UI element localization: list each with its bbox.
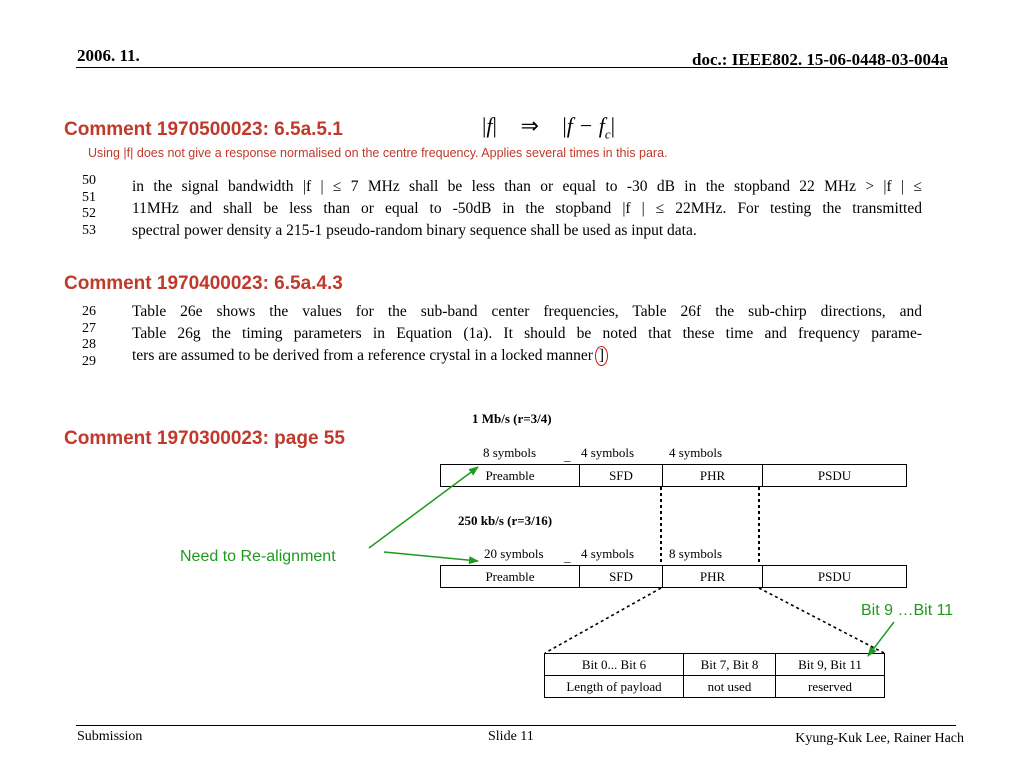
arrow-to-frame-2-icon — [384, 552, 478, 561]
implies-icon: ⇒ — [520, 113, 539, 138]
connector-phr-left-lower — [545, 588, 661, 653]
field-phr: PHR — [663, 566, 763, 588]
frame-2-count-sfd: 4 symbols — [581, 546, 635, 561]
field-preamble: Preamble — [441, 465, 580, 487]
line-number: 27 — [82, 320, 96, 336]
realign-annotation: Need to Re-alignment — [180, 548, 336, 565]
frame-2-title: 250 kb/s (r=3/16) — [458, 513, 553, 528]
field-psdu: PSDU — [763, 465, 907, 487]
excerpt-line: 11MHz and shall be less than or equal to -50dB in the stopband |f | ≤ 22MHz. For testing the transmitted — [132, 200, 922, 217]
formula-left: f — [486, 113, 493, 138]
line-number: 51 — [82, 189, 96, 205]
line-number: 50 — [82, 173, 96, 188]
field-psdu: PSDU — [763, 566, 907, 588]
comment-2-title: Comment 1970400023: 6.5a.4.3 — [64, 273, 343, 294]
footer-rule — [76, 725, 956, 726]
frame-1-count-sfd: 4 symbols — [581, 445, 635, 460]
excerpt-line: Table 26e shows the values for the sub-band center frequencies, Table 26f the sub-chirp directions, and — [132, 303, 922, 320]
frame-1-count-phr: 4 symbols — [669, 445, 723, 460]
comment-1-note: Using |f| does not give a response normalised on the centre frequency. Applies several times in this para. — [88, 146, 668, 160]
footer-slide-number: Slide 11 — [488, 729, 534, 744]
connector-phr-right-lower — [759, 588, 884, 653]
header-doc-id: doc.: IEEE802. 15-06-0448-03-004a — [692, 50, 948, 69]
comment-3-title: Comment 1970300023: page 55 — [64, 428, 345, 449]
frame-2-dash: _ — [564, 549, 571, 564]
line-number: 29 — [82, 353, 96, 366]
line-number: 53 — [82, 222, 96, 238]
footer-submission: Submission — [77, 729, 143, 744]
frame-2-count-phr: 8 symbols — [669, 546, 723, 561]
excerpt-line: ters are assumed to be derived from a reference crystal in a locked manner — [132, 347, 593, 364]
header-date: 2006. 11. — [77, 46, 140, 65]
excerpt-line: Table 26g the timing parameters in Equation (1a). It should be noted that these time and frequency parame- — [132, 325, 922, 342]
formula-right: f − f — [566, 113, 605, 138]
comment-1-title: Comment 1970500023: 6.5a.5.1 — [64, 119, 343, 140]
phr-value-reserved: reserved — [776, 676, 885, 698]
arrow-to-bits-icon — [868, 622, 894, 656]
line-number: 52 — [82, 206, 96, 221]
phr-header-bits-7-8: Bit 7, Bit 8 — [684, 654, 776, 676]
line-number: 26 — [82, 304, 96, 319]
line-number: 28 — [82, 337, 96, 352]
footer-authors: Kyung-Kuk Lee, Rainer Hach — [795, 731, 964, 746]
excerpt-line: spectral power density a 215-1 pseudo-random binary sequence shall be used as input data. — [132, 222, 697, 239]
arrow-to-frame-1-icon — [369, 467, 478, 548]
phr-header-bits-0-6: Bit 0... Bit 6 — [545, 654, 684, 676]
phr-value-not-used: not used — [684, 676, 776, 698]
frame-1-dash: _ — [564, 448, 571, 463]
field-phr: PHR — [663, 465, 763, 487]
formula-subscript: c — [604, 126, 611, 142]
phr-header-bits-9-11: Bit 9, Bit 11 — [776, 654, 885, 676]
bits-annotation: Bit 9 …Bit 11 — [861, 602, 954, 619]
field-sfd: SFD — [580, 566, 663, 588]
frame-2-count-preamble: 20 symbols — [484, 546, 544, 561]
frame-1-title: 1 Mb/s (r=3/4) — [472, 411, 552, 426]
phr-value-length: Length of payload — [545, 676, 684, 698]
marked-bracket: ] — [595, 346, 608, 366]
field-preamble: Preamble — [441, 566, 580, 588]
frame-1-count-preamble: 8 symbols — [483, 445, 537, 460]
excerpt-line: in the signal bandwidth |f | ≤ 7 MHz shall be less than or equal to -30 dB in the stopband 22 MHz > |f | ≤ — [132, 178, 922, 195]
field-sfd: SFD — [580, 465, 663, 487]
formula: |f| ⇒ $|f - f_c|$ — [482, 113, 616, 142]
